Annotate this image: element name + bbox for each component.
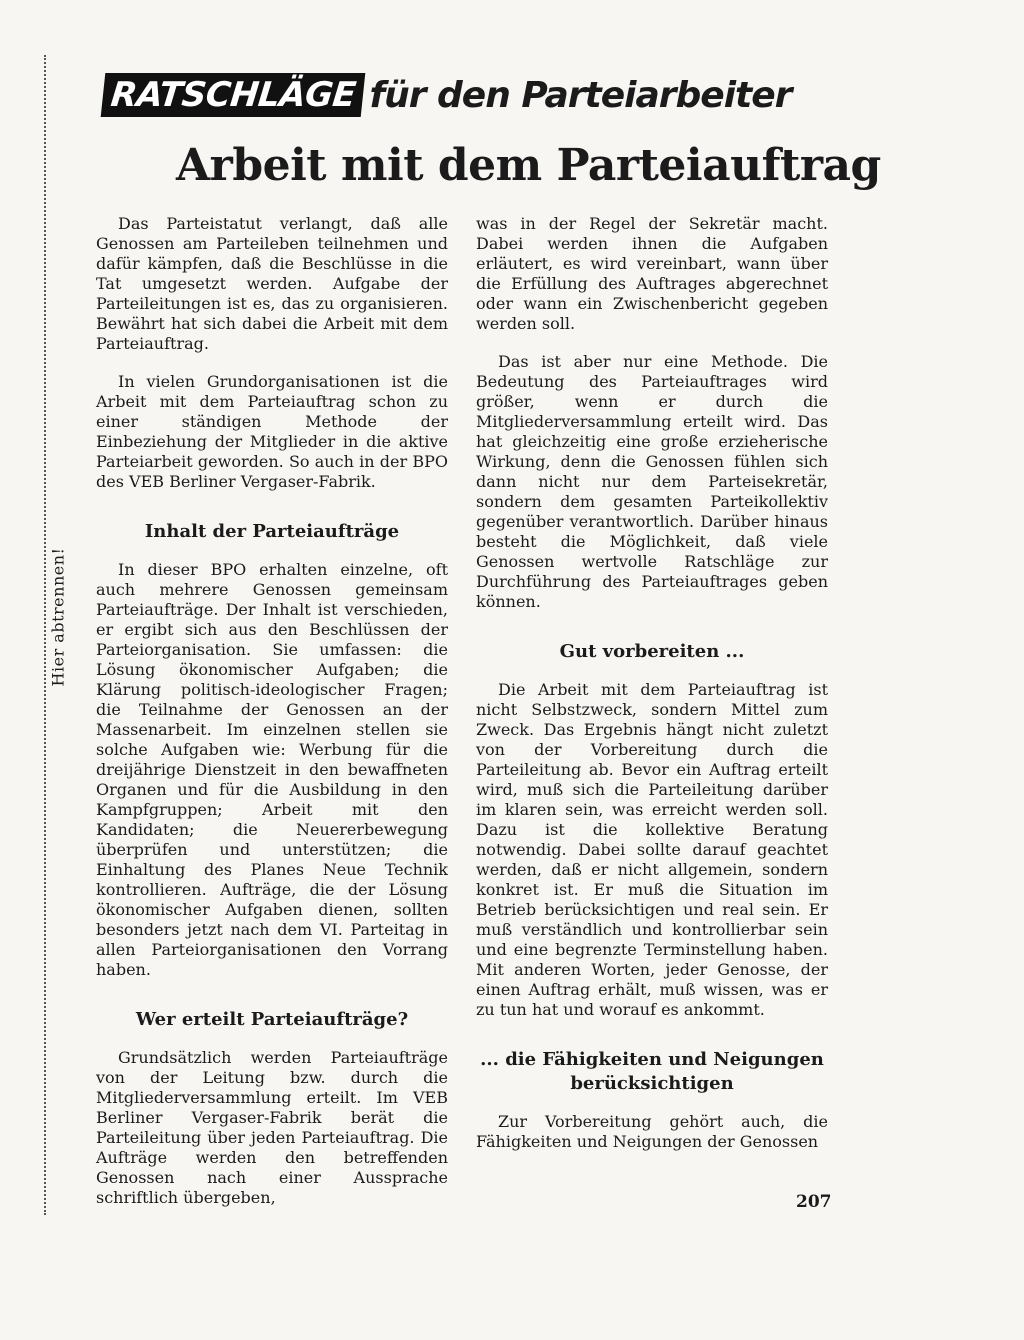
paragraph-gut-vorbereiten: Die Arbeit mit dem Parteiauftrag ist nicht Selbstzweck, sondern Mittel zum Zweck. Das Ergebnis hängt nicht zuletzt von der Vorbereitung durch die Parteileitung ab. Bevor ein Auftrag erteilt wird, muß sich die Parteileitung darüber im klaren sein, was erreicht werden soll. Dazu ist die kollektive Beratung notwendig. Dabei sollte darauf geachtet werden, daß er nicht allgemein, sondern konkret ist. Er muß die Situation im Betrieb berücksichtigen und real sein. Er muß verständlich und kontrollierbar sein und eine begrenzte Terminstellung haben. Mit anderen Worten, jeder Genosse, der einen Auftrag erhält, muß wissen, was er zu tun hat und worauf es ankommt. bbox=[476, 680, 828, 1019]
heading-wer-erteilt: Wer erteilt Parteiaufträge? bbox=[135, 1009, 409, 1030]
page-number: 207 bbox=[796, 1192, 832, 1212]
heading-faehigkeiten: ... die Fähigkeiten und Neigungen berücksichtigen bbox=[480, 1049, 824, 1094]
cut-line-dotted bbox=[44, 55, 46, 1215]
paragraph-wer-erteilt: Grundsätzlich werden Parteiaufträge von der Leitung bzw. durch die Mitgliederversammlung erteilt. Im VEB Berliner Vergaser-Fabrik berät die Parteileitung über jeden Parteiauftrag. Die Aufträge werden den betreffenden Genossen nach einer Aussprache schriftlich übergeben, bbox=[96, 1048, 448, 1207]
kicker-rest: für den Parteiarbeiter bbox=[369, 74, 792, 116]
kicker-boxed-word: RATSCHLÄGE bbox=[101, 73, 366, 117]
heading-inhalt: Inhalt der Parteiaufträge bbox=[144, 521, 400, 542]
paragraph-faehigkeiten: Zur Vorbereitung gehört auch, die Fähigkeiten und Neigungen der Genossen bbox=[476, 1112, 828, 1151]
paragraph-continued: was in der Regel der Sekretär macht. Dabei werden ihnen die Aufgaben erläutert, es wird vereinbart, wann über die Erfüllung des Auftrages abgerechnet oder wann ein Zwischenbericht gegeben werden soll. bbox=[476, 214, 828, 333]
heading-gut-vorbereiten: Gut vorbereiten ... bbox=[559, 641, 745, 662]
cut-here-label: Hier abtrennen! bbox=[48, 547, 68, 687]
paragraph-intro-2: In vielen Grundorganisationen ist die Arbeit mit dem Parteiauftrag schon zu einer ständigen Methode der Einbeziehung der Mitglieder in die aktive Parteiarbeit geworden. So auch in der BPO des VEB Berliner Vergaser-Fabrik. bbox=[96, 372, 448, 491]
paragraph-method: Das ist aber nur eine Methode. Die Bedeutung des Parteiauftrages wird größer, wenn er durch die Mitgliederversammlung erteilt wird. Das hat gleichzeitig eine große erzieherische Wirkung, denn die Genossen fühlen sich dann nicht nur dem Parteisekretär, sondern dem gesamten Parteikollektiv gegenüber verantwortlich. Darüber hinaus besteht die Möglichkeit, daß viele Genossen wertvolle Ratschläge zur Durchführung des Parteiauftrages geben können. bbox=[476, 352, 828, 611]
paragraph-inhalt: In dieser BPO erhalten einzelne, oft auch mehrere Genossen gemeinsam Parteiaufträge. Der Inhalt ist verschieden, er ergibt sich aus den Beschlüssen der Parteiorganisation. Sie umfassen: die Lösung ökonomischer Aufgaben; die Klärung politisch-ideologischer Fragen; die Teilnahme der Genossen an der Massenarbeit. Im einzelnen stellen sie solche Aufgaben wie: Werbung für die dreijährige Dienstzeit in den bewaffneten Organen und für die Ausbildung in den Kampfgruppen; Arbeit mit den Kandidaten; die Neuererbewegung überprüfen und unterstützen; die Einhaltung des Planes Neue Technik kontrollieren. Aufträge, die der Lösung ökonomischer Aufgaben dienen, sollten besonders jetzt nach dem VI. Parteitag in allen Parteiorganisationen den Vorrang haben. bbox=[96, 560, 448, 979]
article-headline: Arbeit mit dem Parteiauftrag bbox=[176, 140, 881, 191]
left-column bbox=[96, 214, 448, 1226]
series-kicker bbox=[103, 73, 791, 117]
right-column bbox=[476, 214, 828, 1170]
paragraph-intro-1: Das Parteistatut verlangt, daß alle Genossen am Parteileben teilnehmen und dafür kämpfen, daß die Beschlüsse in die Tat umgesetzt werden. Aufgabe der Parteileitungen ist es, das zu organisieren. Bewährt hat sich dabei die Arbeit mit dem Parteiauftrag. bbox=[96, 214, 448, 353]
